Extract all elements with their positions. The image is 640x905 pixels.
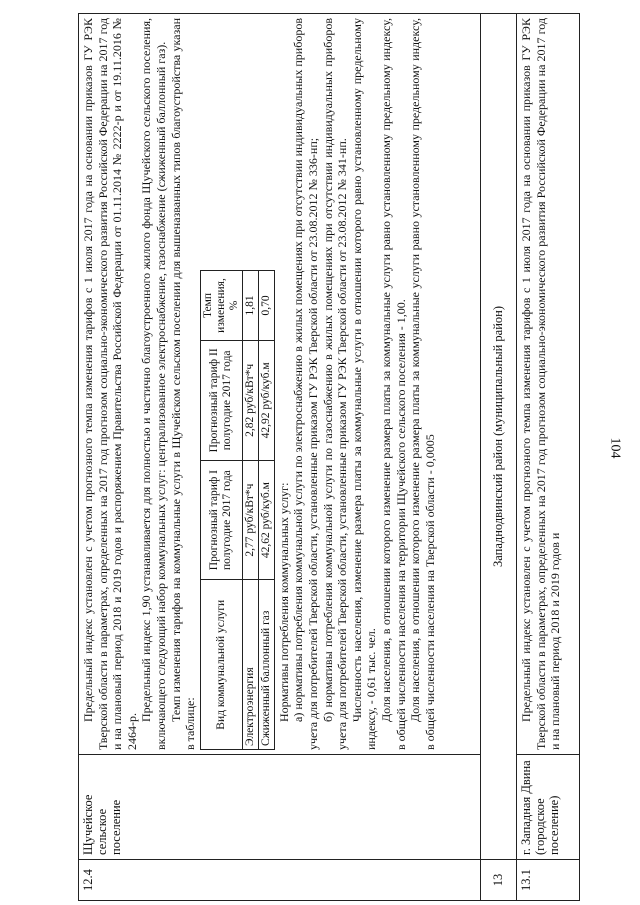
paragraph: Темп изменения тарифов на коммунальные услуги в Щучейском сельском поселении для вышеназванных типов благоустройства указан в таблице: — [168, 18, 198, 750]
tariff-cell: 42,92 руб/куб.м — [258, 340, 274, 460]
tariff-cell: Электроэнергия — [242, 580, 258, 750]
paragraph: б) нормативы потребления коммунальной услуги по газоснабжению в жилых помещениях при отсутствии индивидуальных приборов учета для потребителей Тверской области, установленные приказом ГУ РЭК Тверской области от 23.08.2012 № 341-нп. — [320, 18, 350, 750]
row-number: 13.1 — [517, 860, 580, 901]
paragraph: Предельный индекс 1,90 устанавливается для полностью и частично благоустроенного жилого фонда Щучейского сельского поселения, включающего следующий набор коммунальных услуг: централизованное электроснабжение, газоснабжение (сжиженный баллонный газ). — [139, 18, 168, 750]
tariff-cell: 42,62 руб/куб.м — [258, 460, 274, 580]
table-row — [79, 14, 481, 901]
paragraph: Доля населения, в отношении которого изменение размера платы за коммунальные услуги равно установленному предельному индексу, в общей численности населения на Тверской области - 0,0005 — [408, 18, 437, 750]
tariff-cell: 0,70 — [258, 271, 274, 341]
tariff-table — [200, 270, 275, 750]
page-number: 104 — [607, 437, 623, 459]
tariff-row — [258, 271, 274, 750]
tariff-row — [242, 271, 258, 750]
row-number: 13 — [481, 860, 517, 901]
index-table — [78, 13, 580, 901]
tariff-cell: Сжиженный баллонный газ — [258, 580, 274, 750]
paragraph: Предельный индекс установлен с учетом прогнозного темпа изменения тарифов с 1 июля 2017 года на основании приказов ГУ РЭК Тверской области в параметрах, определенных на 2017 год прогнозом социально-экономического развития Российской Федерации на 2017 год и на плановый период 2018 и 2019 годов и — [519, 18, 563, 750]
paragraph: Предельный индекс установлен с учетом прогнозного темпа изменения тарифов с 1 июля 2017 года на основании приказов ГУ РЭК Тверской области в параметрах, определенных на 2017 год прогнозом социально-экономического развития Российской Федерации на 2017 год и на плановый период 2018 и 2019 годов и распоряжением Правительства Российской Федерации от 01.11.2014 № 2222-р и от 19.11.2016 № 2464-р. — [81, 18, 139, 750]
tariff-header: Темп изменения, % — [200, 271, 242, 341]
settlement-name: г. Западная Двина (городское поселение) — [517, 755, 580, 860]
tariff-header: Прогнозный тариф I полугодие 2017 года — [200, 460, 242, 580]
tariff-cell: 1,81 — [242, 271, 258, 341]
tariff-header-row — [200, 271, 242, 750]
settlement-name: Щучейское сельское поселение — [79, 755, 481, 860]
paragraph: Численность населения, изменение размера платы за коммунальные услуги в отношении которого равно установленному предельному индексу, - 0,61 тыс. чел. — [349, 18, 379, 750]
paragraph: а) нормативы потребления коммунальной услуги по электроснабжению в жилых помещениях при отсутствии индивидуальных приборов учета для потребителей Тверской области, установленные приказом ГУ РЭК Тверской области от 23.08.2012 № 336-нп; — [291, 18, 320, 750]
table-row — [517, 14, 580, 901]
tariff-header: Прогнозный тариф II полугодие 2017 года — [200, 340, 242, 460]
tariff-cell: 2,77 руб/кВт*ч — [242, 460, 258, 580]
row-number: 12.4 — [79, 860, 481, 901]
row-content — [517, 14, 580, 755]
district-name: Западнодвинский район (муниципальный район) — [481, 14, 517, 860]
row-content — [79, 14, 481, 755]
paragraph: Нормативы потребления коммунальных услуг: — [276, 482, 291, 722]
tariff-cell: 2,82 руб/кВт*ч — [242, 340, 258, 460]
tariff-header: Вид коммунальной услуги — [200, 580, 242, 750]
paragraph: Доля населения, в отношении которого изменение размера платы за коммунальные услуги равно установленному предельному индексу, в общей численности населения на территории Щучейского сельского поселения - 1,00. — [378, 18, 408, 750]
table-row — [481, 14, 517, 901]
